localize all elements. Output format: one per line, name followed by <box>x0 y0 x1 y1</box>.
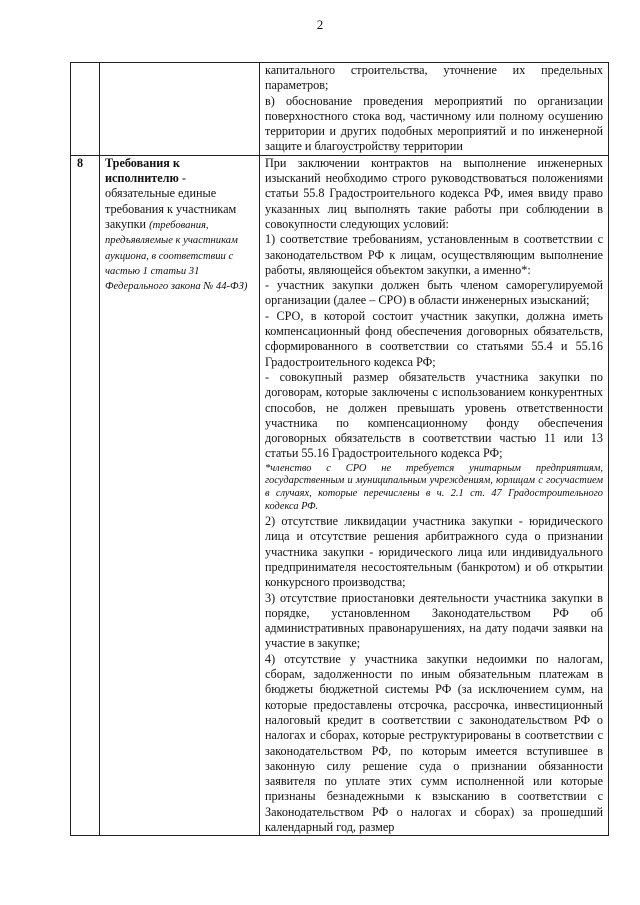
page-number: 2 <box>316 17 324 32</box>
requirement-note: (требования, предъявляемые к участникам аукциона, в соответствии с частью 1 статьи 31 Федерального закона № 44-ФЗ) <box>105 219 248 293</box>
paragraph: 3) отсутствие приостановки деятельности участника закупки в порядке, установленном Законодательством РФ об административных правонарушениях, на дату подачи заявки на участие в закупке; <box>265 590 603 651</box>
paragraph: 1) соответствие требованиям, установленным в соответствии с законодательством РФ к лицам, осуществляющим выполнение работы, являющейся объектом закупки, а именно*: <box>265 232 603 277</box>
requirements-table <box>70 62 609 836</box>
requirement-title: Требования к исполнителю <box>105 155 180 186</box>
paragraph: При заключении контрактов на выполнение инженерных изысканий необходимо строго руководствоваться положениями статьи 55.8 Градостроительного кодекса РФ, имея ввиду право указанных лиц выполнять такие работы при соблюдении в совокупности следующих условий: <box>265 155 603 231</box>
paragraph: капитального строительства, уточнение их предельных параметров; <box>265 63 603 93</box>
paragraph: в) обоснование проведения мероприятий по организации поверхностного стока вод, частичному или полному осушению территории и других подобных мероприятий и по инженерной защите и благоустройству территории <box>265 93 603 154</box>
row-number-cell: 8 <box>71 155 100 836</box>
row-title-cell <box>100 63 260 156</box>
row-text-cell <box>260 63 609 156</box>
row-number-cell <box>71 63 100 156</box>
paragraph: - СРО, в которой состоит участник закупки, должна иметь компенсационный фонд обеспечения договорных обязательств, сформированного в соответствии со статьями 55.4 и 55.16 Градостроительного кодекса РФ; <box>265 308 603 369</box>
requirement-subtitle: - обязательные единые требования к участникам закупки <box>105 171 237 231</box>
footnote-paragraph: *членство с СРО не требуется унитарным предприятиям, государственным и муниципальным учреждениям, юрлицам с госучастием в случаях, которые перечислены в ч. 2.1 ст. 47 Градостроительного кодекса РФ. <box>265 462 603 512</box>
table-row <box>71 155 609 836</box>
paragraph: 2) отсутствие ликвидации участника закупки - юридического лица и отсутствие решения арбитражного суда о признании участника закупки - юридического лица или индивидуального предпринимателя несостоятельным (банкротом) и об открытии конкурсного производства; <box>265 514 603 590</box>
paragraph: - совокупный размер обязательств участника закупки по договорам, которые заключены с использованием конкурентных способов, не должен превышать уровень ответственности участника по компенсационному фонду обеспечения договорных обязательств в соответствии частью 11 или 13 статьи 55.16 Градостроительного кодекса РФ; <box>265 369 603 461</box>
row-title-cell <box>100 155 260 836</box>
paragraph: - участник закупки должен быть членом саморегулируемой организации (далее – СРО) в области инженерных изысканий; <box>265 278 603 308</box>
table-row <box>71 63 609 156</box>
row-text-cell <box>260 155 609 836</box>
paragraph: 4) отсутствие у участника закупки недоимки по налогам, сборам, задолженности по иным обязательным платежам в бюджеты бюджетной системы РФ (за исключением сумм, на которые предоставлены отсрочка, рассрочка, инвестиционный налоговый кредит в соответствии с законодательством РФ о налогах и сборах, которые реструктурированы в соответствии с законодательством РФ, по которым имеется вступившее в законную силу решение суда о признании обязанности заявителя по уплате этих сумм исполненной или которые признаны безнадежными к взысканию в соответствии с Законодательством РФ о налогах и сборах) за прошедший календарный год, размер <box>265 651 603 835</box>
